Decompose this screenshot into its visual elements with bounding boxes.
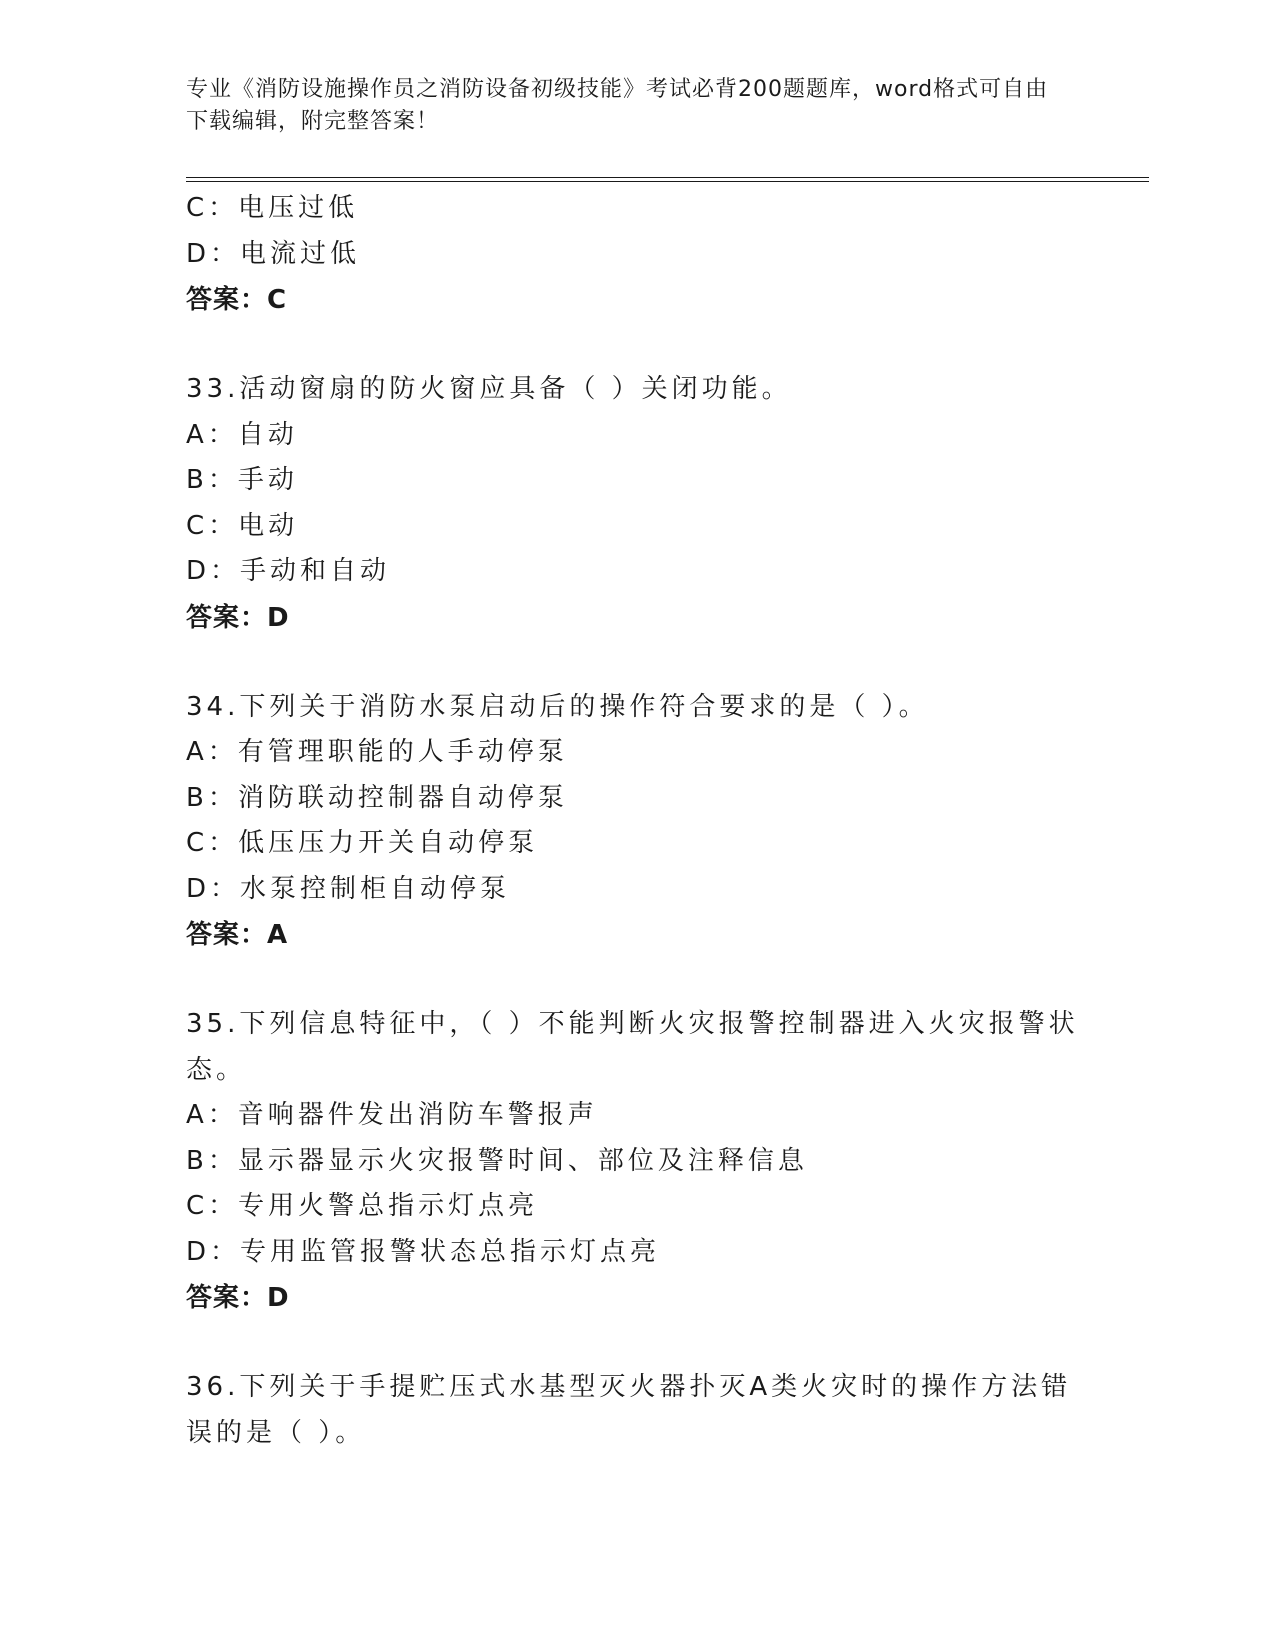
option-b: B：消防联动控制器自动停泵 (186, 782, 568, 813)
spacer (186, 323, 1086, 367)
option-c: C：专用火警总指示灯点亮 (186, 1191, 539, 1221)
option-d: D：水泵控制柜自动停泵 (186, 873, 511, 904)
spacer (186, 958, 1086, 1002)
option-b: B：显示器显示火灾报警时间、部位及注释信息 (186, 1145, 808, 1176)
answer: 答案：D (186, 1283, 290, 1313)
question-stem: 33.活动窗扇的防火窗应具备（ ）关闭功能。 (186, 374, 792, 404)
question-36 (186, 1365, 1086, 1456)
option-c: C：电动 (186, 510, 299, 541)
option-d: D：电流过低 (186, 238, 361, 269)
document-header: 专业《消防设施操作员之消防设备初级技能》考试必背200题题库，word格式可自由下载编辑，附完整答案！ (186, 77, 1049, 134)
question-33 (186, 367, 1086, 641)
document-body (186, 186, 1086, 1456)
question-stem: 35.下列信息特征中，（ ）不能判断火灾报警控制器进入火灾报警状态。 (186, 1009, 1079, 1085)
question-34 (186, 685, 1086, 959)
option-c: C：电压过低 (186, 193, 359, 223)
answer: 答案：A (186, 920, 289, 950)
option-a: A：音响器件发出消防车警报声 (186, 1100, 598, 1130)
option-d: D：手动和自动 (186, 556, 391, 586)
question-stem: 36.下列关于手提贮压式水基型灭火器扑灭A类火灾时的操作方法错误的是（ ）。 (186, 1372, 1072, 1448)
answer: 答案：C (186, 285, 288, 315)
spacer (186, 641, 1086, 685)
option-b: B：手动 (186, 465, 298, 495)
option-c: C：低压压力开关自动停泵 (186, 828, 539, 858)
option-a: A：有管理职能的人手动停泵 (186, 737, 568, 767)
option-a: A：自动 (186, 419, 298, 450)
answer: 答案：D (186, 602, 290, 633)
question-35 (186, 1002, 1086, 1321)
header-rule (186, 177, 1149, 182)
option-d: D：专用监管报警状态总指示灯点亮 (186, 1236, 661, 1267)
question-stem: 34.下列关于消防水泵启动后的操作符合要求的是（ ）。 (186, 691, 929, 722)
spacer (186, 1321, 1086, 1365)
